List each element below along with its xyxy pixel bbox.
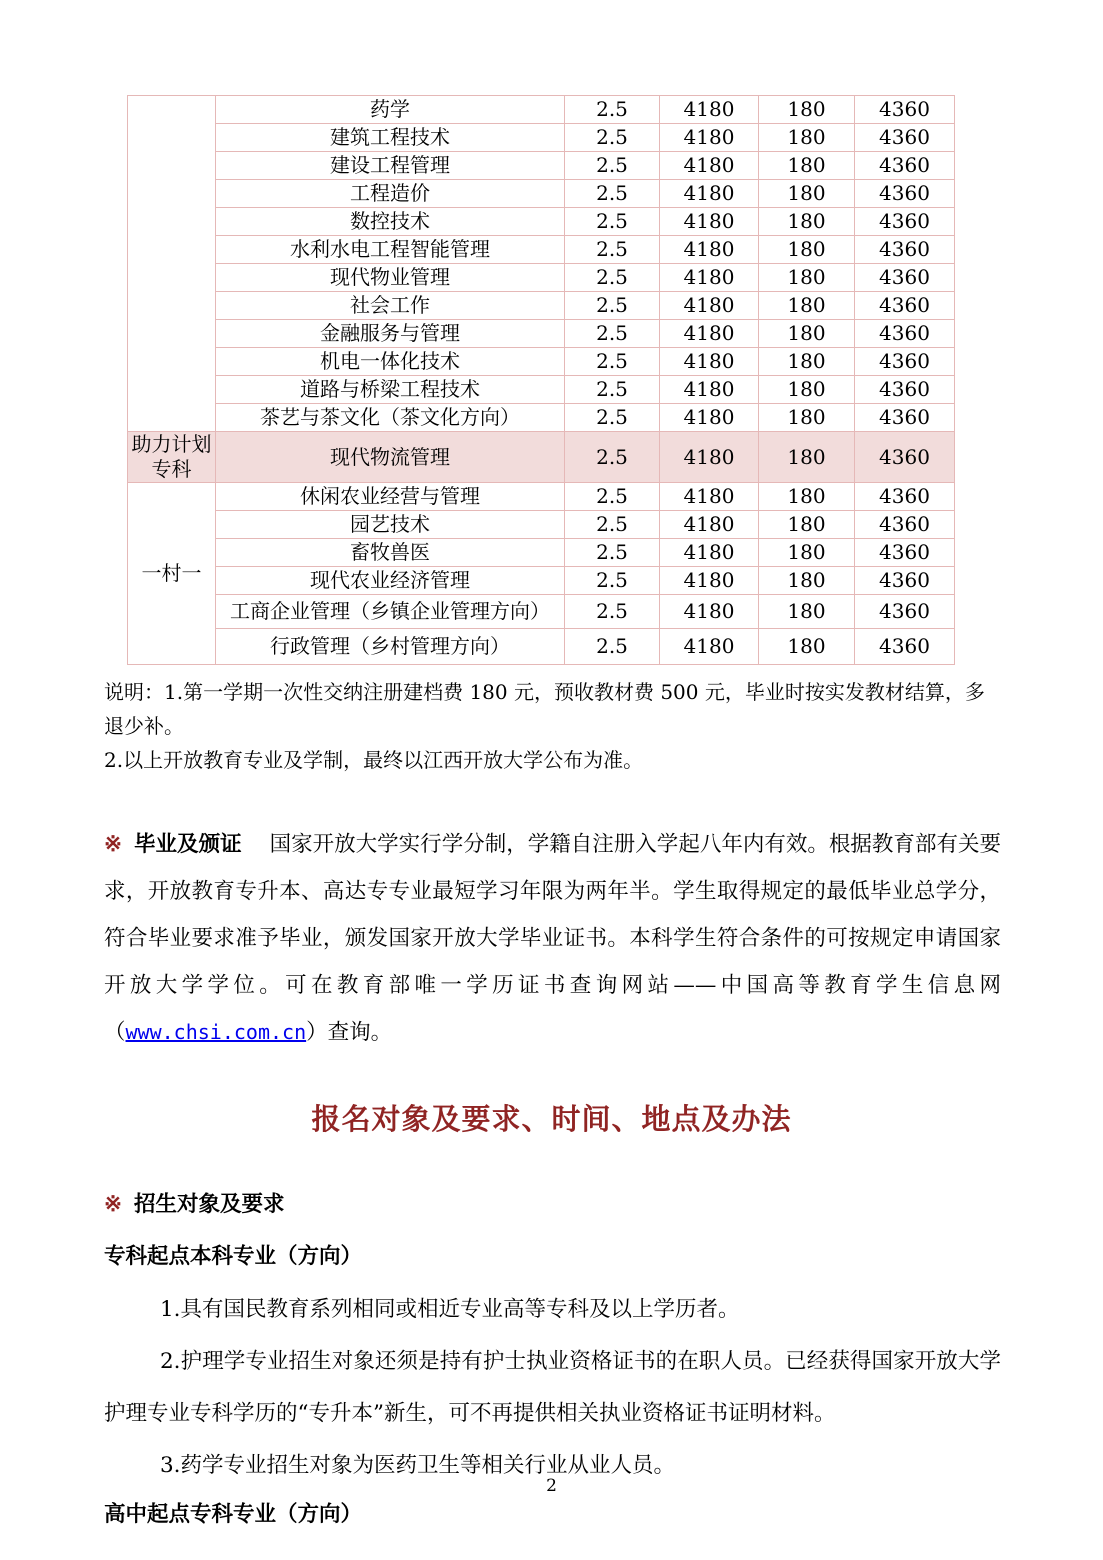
major-name-cell: 建设工程管理	[216, 152, 565, 180]
value-cell: 4360	[855, 152, 955, 180]
value-cell: 4360	[855, 180, 955, 208]
table-note-line-1: 说明：1.第一学期一次性交纳注册建档费 180 元，预收教材费 500 元，毕业时按实发教材结算，多退少补。	[104, 680, 985, 738]
value-cell: 2.5	[565, 264, 660, 292]
value-cell: 180	[759, 348, 855, 376]
table-row	[128, 629, 955, 665]
group-label-cell: 一村一	[128, 483, 216, 665]
value-cell: 180	[759, 320, 855, 348]
table-row	[128, 595, 955, 629]
major-name-cell: 现代物流管理	[216, 432, 565, 483]
value-cell: 2.5	[565, 432, 660, 483]
table-row	[128, 404, 955, 432]
value-cell: 4360	[855, 96, 955, 124]
major-name-cell: 工程造价	[216, 180, 565, 208]
value-cell: 4180	[660, 124, 759, 152]
value-cell: 4180	[660, 483, 759, 511]
graduation-body-after-link: ）查询。	[306, 1020, 393, 1045]
table-row	[128, 292, 955, 320]
value-cell: 2.5	[565, 511, 660, 539]
group-label-cell	[128, 96, 216, 432]
table-note-line-2: 2.以上开放教育专业及学制，最终以江西开放大学公布为准。	[104, 748, 644, 772]
table-row	[128, 432, 955, 483]
value-cell: 4360	[855, 483, 955, 511]
value-cell: 180	[759, 567, 855, 595]
value-cell: 4360	[855, 511, 955, 539]
table-row	[128, 567, 955, 595]
subsection-title-benke: 专科起点本科专业（方向）	[104, 1244, 363, 1269]
value-cell: 180	[759, 180, 855, 208]
value-cell: 2.5	[565, 567, 660, 595]
major-name-cell: 建筑工程技术	[216, 124, 565, 152]
value-cell: 4180	[660, 376, 759, 404]
value-cell: 180	[759, 376, 855, 404]
value-cell: 4180	[660, 595, 759, 629]
value-cell: 4360	[855, 264, 955, 292]
value-cell: 180	[759, 208, 855, 236]
value-cell: 4360	[855, 432, 955, 483]
value-cell: 4360	[855, 320, 955, 348]
major-name-cell: 茶艺与茶文化（茶文化方向）	[216, 404, 565, 432]
value-cell: 4180	[660, 432, 759, 483]
table-row	[128, 124, 955, 152]
section-heading: 报名对象及要求、时间、地点及办法	[311, 1102, 792, 1136]
requirement-items	[104, 1284, 1001, 1492]
value-cell: 2.5	[565, 348, 660, 376]
major-name-cell: 金融服务与管理	[216, 320, 565, 348]
major-name-cell: 药学	[216, 96, 565, 124]
section-marker-icon: ※	[104, 1192, 123, 1217]
value-cell: 2.5	[565, 208, 660, 236]
table-row	[128, 264, 955, 292]
value-cell: 180	[759, 96, 855, 124]
graduation-title: 毕业及颁证	[134, 832, 242, 857]
group-label-cell: 助力计划专科	[128, 432, 216, 483]
value-cell: 4360	[855, 567, 955, 595]
value-cell: 4180	[660, 320, 759, 348]
page-number: 2	[546, 1476, 557, 1496]
graduation-paragraph	[104, 821, 1001, 1056]
major-name-cell: 畜牧兽医	[216, 539, 565, 567]
value-cell: 4180	[660, 152, 759, 180]
enrollment-section-title	[104, 1190, 1103, 1220]
major-name-cell: 社会工作	[216, 292, 565, 320]
value-cell: 180	[759, 292, 855, 320]
value-cell: 180	[759, 432, 855, 483]
table-row	[128, 376, 955, 404]
value-cell: 2.5	[565, 180, 660, 208]
value-cell: 2.5	[565, 292, 660, 320]
value-cell: 4360	[855, 236, 955, 264]
table-row	[128, 180, 955, 208]
value-cell: 180	[759, 483, 855, 511]
subsection-title-zhuanke: 高中起点专科专业（方向）	[104, 1502, 363, 1527]
value-cell: 4360	[855, 539, 955, 567]
value-cell: 4180	[660, 348, 759, 376]
chsi-link[interactable]: www.chsi.com.cn	[125, 1020, 307, 1044]
value-cell: 2.5	[565, 595, 660, 629]
value-cell: 4180	[660, 511, 759, 539]
value-cell: 2.5	[565, 152, 660, 180]
value-cell: 4180	[660, 292, 759, 320]
table-notes	[104, 675, 1003, 777]
value-cell: 2.5	[565, 124, 660, 152]
value-cell: 4180	[660, 629, 759, 665]
value-cell: 4360	[855, 629, 955, 665]
value-cell: 2.5	[565, 539, 660, 567]
major-name-cell: 现代农业经济管理	[216, 567, 565, 595]
requirement-item-2: 2.护理学专业招生对象还须是持有护士执业资格证书的在职人员。已经获得国家开放大学护理专业专科学历的“专升本”新生，可不再提供相关执业资格证书证明材料。	[104, 1349, 1001, 1426]
value-cell: 4180	[660, 264, 759, 292]
major-name-cell: 工商企业管理（乡镇企业管理方向）	[216, 595, 565, 629]
tuition-table	[127, 95, 955, 665]
tuition-table-body	[128, 96, 955, 665]
value-cell: 180	[759, 629, 855, 665]
value-cell: 180	[759, 124, 855, 152]
table-row	[128, 236, 955, 264]
table-row	[128, 348, 955, 376]
value-cell: 4180	[660, 567, 759, 595]
table-row	[128, 208, 955, 236]
value-cell: 4360	[855, 208, 955, 236]
major-name-cell: 水利水电工程智能管理	[216, 236, 565, 264]
major-name-cell: 行政管理（乡村管理方向）	[216, 629, 565, 665]
requirement-item-3: 3.药学专业招生对象为医药卫生等相关行业从业人员。	[160, 1453, 676, 1478]
value-cell: 2.5	[565, 236, 660, 264]
value-cell: 2.5	[565, 96, 660, 124]
value-cell: 4360	[855, 124, 955, 152]
major-name-cell: 数控技术	[216, 208, 565, 236]
value-cell: 4180	[660, 96, 759, 124]
table-row	[128, 96, 955, 124]
major-name-cell: 休闲农业经营与管理	[216, 483, 565, 511]
table-row	[128, 483, 955, 511]
value-cell: 180	[759, 539, 855, 567]
value-cell: 180	[759, 236, 855, 264]
section-marker-icon: ※	[104, 832, 123, 857]
requirement-item-1: 1.具有国民教育系列相同或相近专业高等专科及以上学历者。	[160, 1297, 740, 1322]
table-row	[128, 152, 955, 180]
major-name-cell: 现代物业管理	[216, 264, 565, 292]
table-row	[128, 511, 955, 539]
value-cell: 180	[759, 404, 855, 432]
table-row	[128, 320, 955, 348]
value-cell: 4360	[855, 348, 955, 376]
graduation-body-before-link: 国家开放大学实行学分制，学籍自注册入学起八年内有效。根据教育部有关要求，开放教育专升本、高达专专业最短学习年限为两年半。学生取得规定的最低毕业总学分，符合毕业要求准予毕业，颁发国家开放大学毕业证书。本科学生符合条件的可按规定申请国家开放大学学位。可在教育部唯一学历证书查询网站——中国高等教育学生信息网（	[104, 832, 1001, 1045]
value-cell: 4360	[855, 595, 955, 629]
enrollment-title-text: 招生对象及要求	[134, 1192, 285, 1217]
value-cell: 4360	[855, 292, 955, 320]
value-cell: 4360	[855, 404, 955, 432]
value-cell: 180	[759, 595, 855, 629]
value-cell: 180	[759, 511, 855, 539]
value-cell: 180	[759, 152, 855, 180]
table-row	[128, 539, 955, 567]
value-cell: 2.5	[565, 320, 660, 348]
value-cell: 2.5	[565, 629, 660, 665]
value-cell: 2.5	[565, 376, 660, 404]
value-cell: 2.5	[565, 483, 660, 511]
value-cell: 4180	[660, 208, 759, 236]
value-cell: 4180	[660, 539, 759, 567]
value-cell: 4180	[660, 236, 759, 264]
major-name-cell: 道路与桥梁工程技术	[216, 376, 565, 404]
major-name-cell: 机电一体化技术	[216, 348, 565, 376]
value-cell: 2.5	[565, 404, 660, 432]
value-cell: 4180	[660, 180, 759, 208]
value-cell: 4180	[660, 404, 759, 432]
major-name-cell: 园艺技术	[216, 511, 565, 539]
value-cell: 180	[759, 264, 855, 292]
value-cell: 4360	[855, 376, 955, 404]
